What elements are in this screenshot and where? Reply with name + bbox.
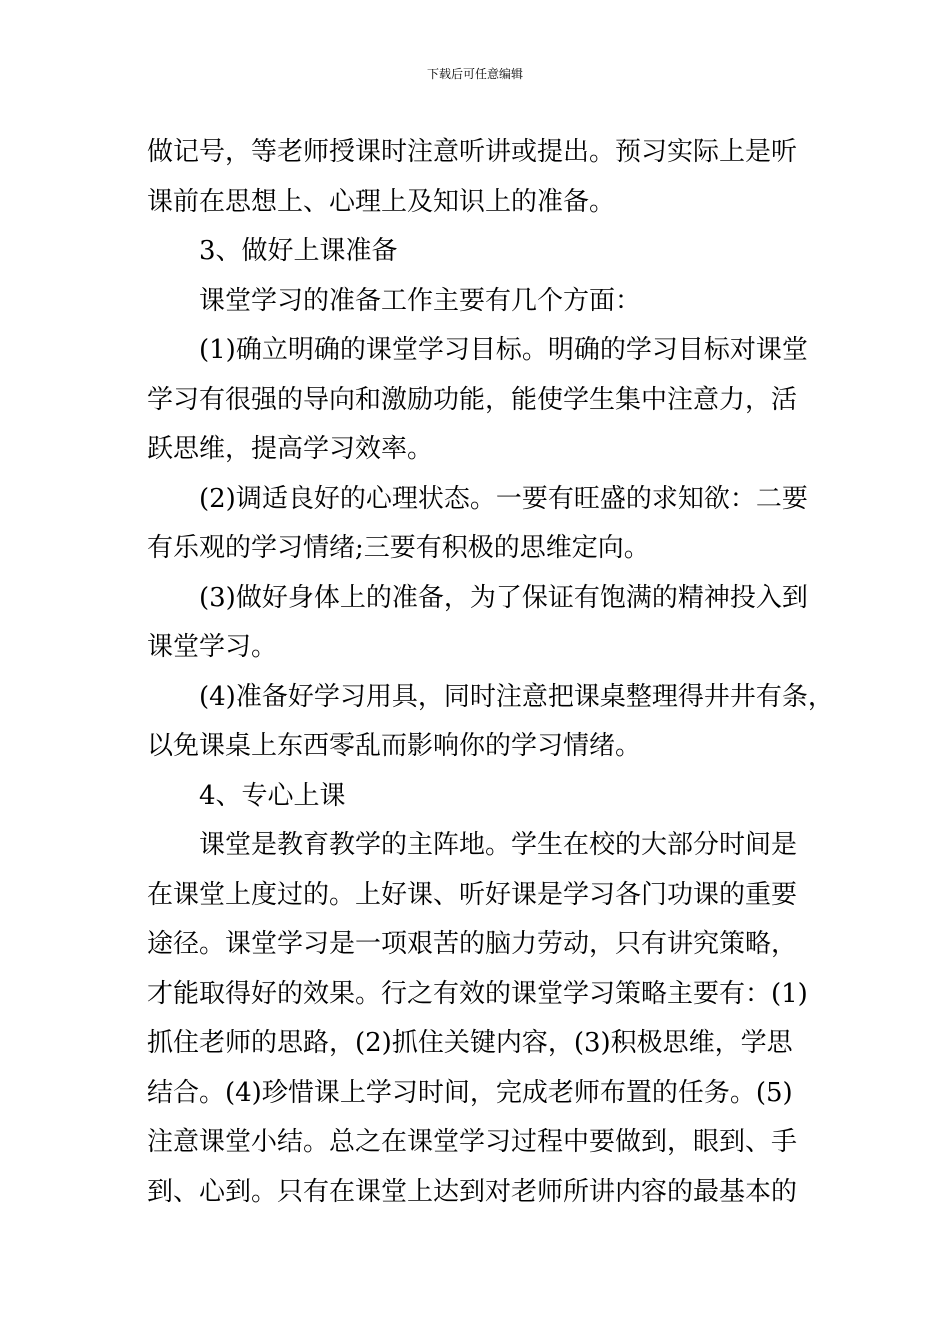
- body-line: 结合。(4)珍惜课上学习时间，完成老师布置的任务。(5): [147, 1077, 793, 1108]
- body-line: 课前在思想上、心理上及知识上的准备。: [147, 186, 616, 217]
- body-line: (1)确立明确的课堂学习目标。明确的学习目标对课堂: [199, 335, 808, 365]
- body-line: 做记号，等老师授课时注意听讲或提出。预习实际上是听: [147, 137, 798, 167]
- body-line: 课堂学习。: [147, 632, 278, 662]
- body-line: 在课堂上度过的。上好课、听好课是学习各门功课的重要: [147, 879, 798, 910]
- body-line: 到、心到。只有在课堂上达到对老师所讲内容的最基本的: [147, 1176, 798, 1207]
- page-header-note: 下载后可任意编辑: [426, 67, 523, 81]
- document-body: [147, 128, 834, 1217]
- body-line: 学习有很强的导向和激励功能，能使学生集中注意力，活: [147, 384, 798, 415]
- body-line: (2)调适良好的心理状态。一要有旺盛的求知欲：二要: [199, 483, 808, 514]
- body-line: (3)做好身体上的准备，为了保证有饱满的精神投入到: [199, 582, 808, 613]
- body-line: 才能取得好的效果。行之有效的课堂学习策略主要有：(1): [147, 978, 808, 1009]
- section-heading: 4、专心上课: [199, 780, 346, 811]
- body-line: 注意课堂小结。总之在课堂学习过程中要做到，眼到、手: [147, 1127, 798, 1157]
- body-line: (4)准备好学习用具，同时注意把课桌整理得井井有条，: [199, 681, 834, 712]
- body-line: 抓住老师的思路，(2)抓住关键内容，(3)积极思维，学思: [147, 1028, 793, 1058]
- section-heading: 3、做好上课准备: [199, 236, 398, 266]
- body-line: 途径。课堂学习是一项艰苦的脑力劳动，只有讲究策略，: [147, 929, 798, 959]
- body-line: 跃思维，提高学习效率。: [147, 434, 434, 464]
- body-line: 课堂是教育教学的主阵地。学生在校的大部分时间是: [199, 830, 798, 860]
- body-line: 以免课桌上东西零乱而影响你的学习情绪。: [147, 731, 642, 761]
- body-line: 课堂学习的准备工作主要有几个方面：: [199, 285, 642, 316]
- body-line: 有乐观的学习情绪;三要有积极的思维定向。: [147, 533, 650, 563]
